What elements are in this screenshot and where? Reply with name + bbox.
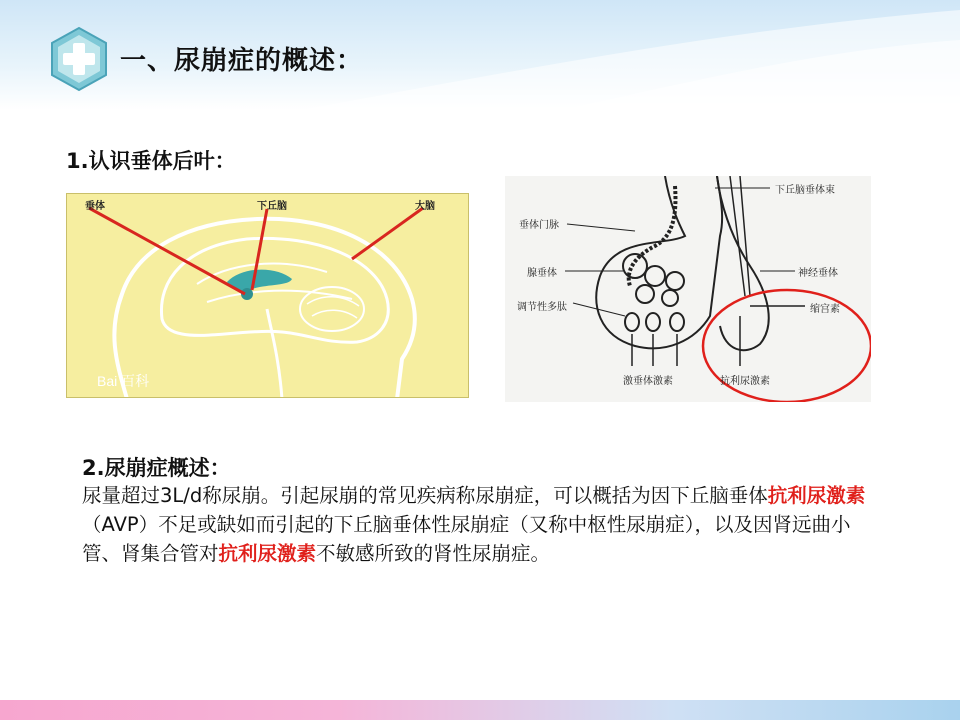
label-gland: 腺垂体 — [527, 268, 557, 279]
pituitary-drawing — [505, 176, 871, 402]
para-text-2: （AVP）不足或缺如而引起的下丘脑垂体性尿崩症（又称中枢性尿崩症），以及因肾远曲小管、肾集合管对 — [82, 513, 851, 565]
label-hypothalamus: 下丘脑 — [257, 201, 287, 212]
overview-paragraph — [82, 481, 872, 568]
label-oxytocin: 缩宫素 — [810, 304, 840, 315]
brain-drawing — [67, 194, 469, 398]
section1-heading: 1.认识垂体后叶： — [66, 149, 236, 173]
footer-band — [0, 700, 960, 720]
slide-title: 一、尿崩症的概述： — [120, 46, 364, 76]
label-portal: 垂体门脉 — [519, 220, 559, 231]
label-cerebrum: 大脑 — [415, 201, 435, 212]
pituitary-figure — [505, 176, 871, 402]
section2-heading: 2.尿崩症概述： — [82, 456, 231, 480]
cross-logo-icon — [46, 26, 112, 92]
label-pituitary: 垂体 — [85, 201, 105, 212]
baidu-watermark: Bai 百科 — [97, 373, 150, 389]
highlight-adh-2: 抗利尿激素 — [218, 542, 317, 565]
label-hormones: 激垂体激素 — [623, 376, 673, 387]
brain-figure — [66, 193, 469, 398]
label-peptide: 调节性多肽 — [517, 302, 567, 313]
para-text-1: 尿量超过3L/d称尿崩。引起尿崩的常见疾病称尿崩症，可以概括为因下丘脑垂体 — [82, 484, 768, 507]
para-text-3: 不敏感所致的肾性尿崩症。 — [316, 542, 551, 565]
label-neuro: 神经垂体 — [798, 268, 838, 279]
label-tract: 下丘脑垂体束 — [775, 185, 835, 196]
highlight-adh-1: 抗利尿激素 — [767, 484, 866, 507]
label-adh: 抗利尿激素 — [720, 376, 770, 387]
